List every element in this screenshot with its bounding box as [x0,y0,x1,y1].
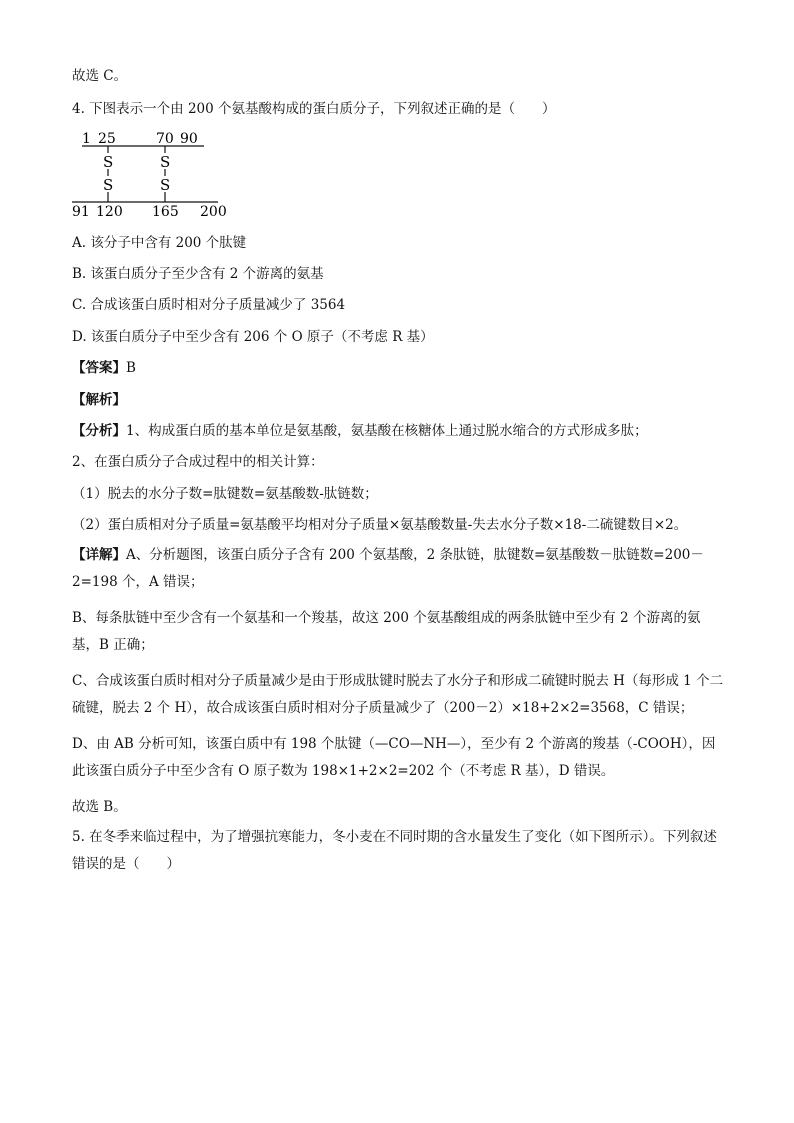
fenxi-tag: 【分析】 [72,423,126,439]
sulfur-2b: S [160,176,171,194]
label-200: 200 [200,204,227,218]
detail-d: D、由 AB 分析可知，该蛋白质中有 198 个肽键（—CO—NH—），至少有 2 个游离的羧基（-COOH），因此该蛋白质分子中至少含有 O 原子数为 198×1+2×2=202 个（不考虑 R 基），D 错误。 [72,736,716,779]
answer-row [72,358,136,378]
label-165: 165 [152,204,179,218]
detail-tag: 【详解】 [72,547,126,563]
option-a: A. 该分子中含有 200 个肽键 [72,235,247,251]
fenxi-row [72,421,648,441]
question-5: 5. 在冬季来临过程中，为了增强抗寒能力，冬小麦在不同时期的含水量发生了变化（如下图所示）。下列叙述错误的是（ ） [72,829,717,872]
option-d: D. 该蛋白质分子中至少含有 206 个 O 原子（不考虑 R 基） [72,329,434,345]
sulfur-1b: S [103,176,114,194]
answer-value: B [126,360,136,376]
answer-tag: 【答案】 [72,360,126,376]
detail-b: B、每条肽链中至少含有一个氨基和一个羧基，故这 200 个氨基酸组成的两条肽链中至少有 2 个游离的氨基，B 正确； [72,610,701,653]
calc-2: （2）蛋白质相对分子质量=氨基酸平均相对分子质量×氨基酸数量-失去水分子数×18-二硫键数目×2。 [72,517,688,533]
label-120: 120 [96,204,123,218]
label-90: 90 [180,131,198,147]
protein-diagram [72,128,252,218]
detail-c: C、合成该蛋白质时相对分子质量减少是由于形成肽键时脱去了水分子和形成二硫键时脱去 H（每形成 1 个二硫键，脱去 2 个 H），故合成该蛋白质时相对分子质量减少了（200－2）×18+2×2=3568，C 错误； [72,673,724,716]
label-25: 25 [98,131,116,147]
analysis-tag: 【解析】 [72,392,126,408]
sulfur-2a: S [160,153,171,171]
conclusion-prev: 故选 C。 [72,68,128,84]
question-4: 4. 下图表示一个由 200 个氨基酸构成的蛋白质分子，下列叙述正确的是（ ） [72,101,556,117]
sulfur-1a: S [103,153,114,171]
fenxi-text: 1、构成蛋白质的基本单位是氨基酸，氨基酸在核糖体上通过脱水缩合的方式形成多肽； [126,423,648,439]
option-b: B. 该蛋白质分子至少含有 2 个游离的氨基 [72,266,324,282]
conclusion: 故选 B。 [72,799,127,815]
detail-a: 【详解】A、分析题图，该蛋白质分子含有 200 个氨基酸，2 条肽链，肽键数=氨基酸数－肽链数=200－2=198 个，A 错误； [72,547,704,590]
option-c: C. 合成该蛋白质时相对分子质量减少了 3564 [72,297,346,313]
calc-1: （1）脱去的水分子数=肽键数=氨基酸数-肽链数； [72,486,378,502]
label-1: 1 [82,131,91,147]
label-70: 70 [156,131,174,147]
calc-head: 2、在蛋白质分子合成过程中的相关计算： [72,454,324,470]
label-91: 91 [72,204,90,218]
